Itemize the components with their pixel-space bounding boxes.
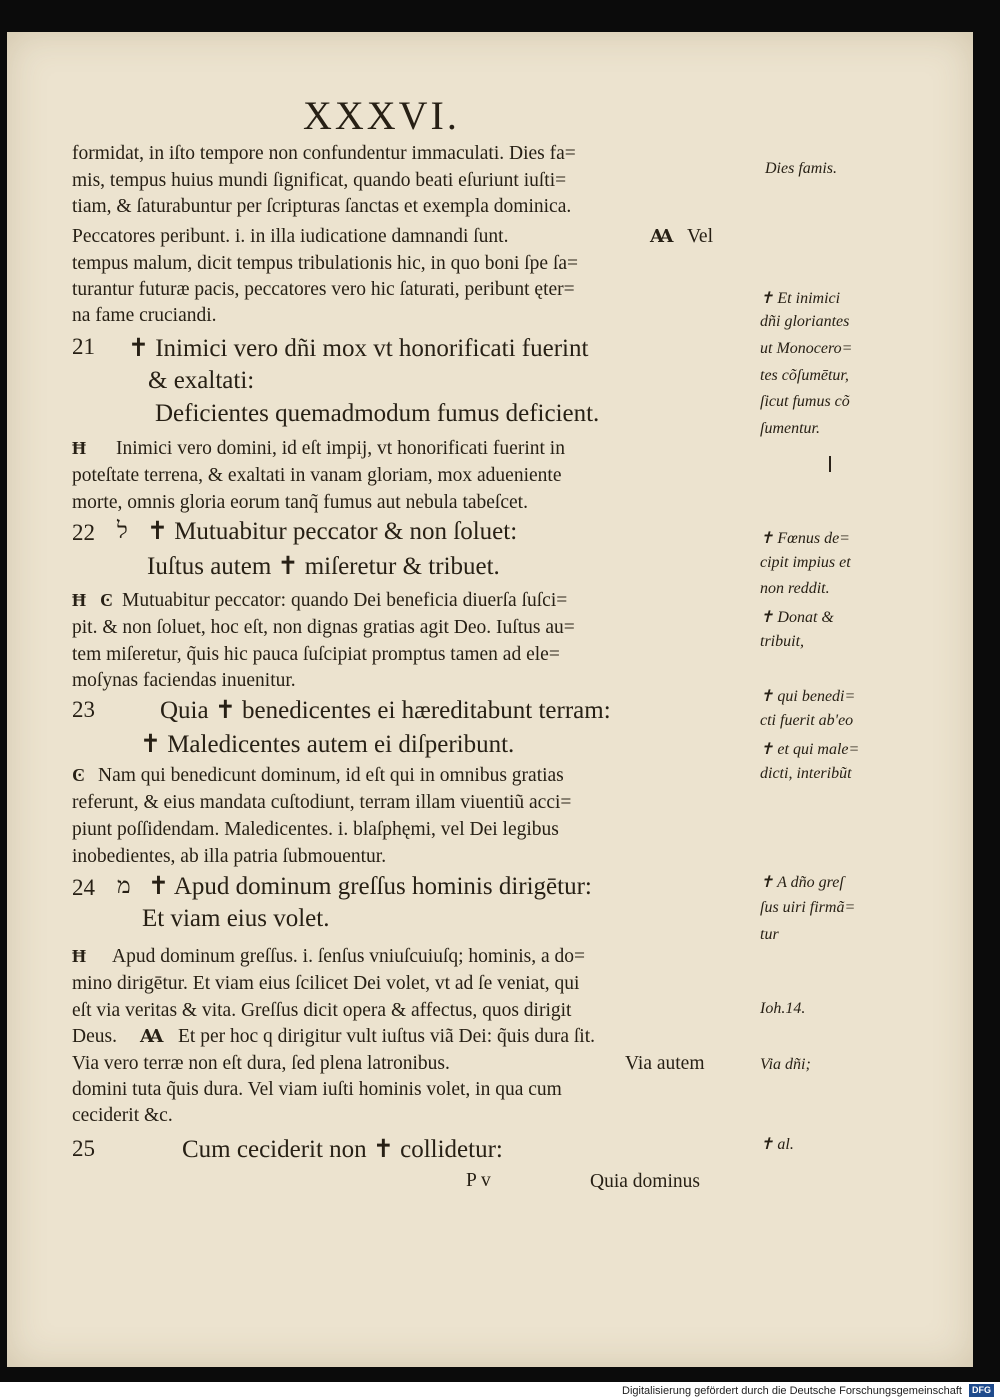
sidenote: ſicut fumus cõ: [760, 393, 850, 410]
body-line: mino dirigētur. Et viam eius ſcilicet Dei volet, vt ad ſe veniat, qui: [72, 973, 580, 994]
body-line: tiam, & ſaturabuntur per ſcripturas ſanctas et exempla dominica.: [72, 196, 572, 217]
verse-line: Cum ceciderit non ✝ collidetur:: [182, 1136, 503, 1163]
body-line: Via vero terræ non eſt dura, ſed plena latronibus.: [72, 1053, 450, 1074]
verse-number: 25: [72, 1136, 95, 1161]
body-line: eſt via veritas & vita. Greſſus dicit opera & affectus, quos dirigit: [72, 1000, 572, 1021]
sidenote: Via dñi;: [760, 1056, 811, 1073]
sidenote: tur: [760, 926, 779, 943]
body-line: piunt poſſidendam. Maledicentes. i. blaſphęmi, vel Dei legibus: [72, 819, 559, 840]
sidenote: ſus uiri firmã=: [760, 899, 856, 916]
verse-line: Deficientes quemadmodum fumus deficient.: [155, 400, 600, 427]
sidenote: ✝ A dño greſ: [760, 874, 844, 891]
body-line: poteſtate terrena, & exaltati in vanam gloriam, mox adueniente: [72, 465, 562, 486]
verse-line: ✝ Inimici vero dñi mox vt honorificati fuerint: [128, 335, 589, 362]
body-line: Mutuabitur peccator: quando Dei beneficia diuerſa ſuſci=: [122, 590, 568, 611]
body-line: morte, omnis gloria eorum tanq̃ fumus aut nebula tabeſcet.: [72, 492, 528, 513]
h-mark: Ħ: [72, 946, 87, 966]
sidenote: Dies famis.: [765, 160, 837, 177]
dfg-logo: DFG: [969, 1384, 994, 1397]
sidenote: cti fuerit ab'eo: [760, 712, 854, 729]
verse-line: Et viam eius volet.: [142, 905, 330, 932]
catchword: Quia dominus: [590, 1171, 700, 1192]
sidenote: ut Monocero=: [760, 340, 853, 357]
body-line: Inimici vero domini, id eſt impij, vt honorificati fuerint in: [116, 438, 565, 459]
sidenote: ✝ al.: [760, 1136, 794, 1153]
body-line: Et per hoc q dirigitur vult iuſtus viã Dei: q̃uis dura ſit.: [178, 1026, 596, 1047]
body-line: formidat, in iſto tempore non confundentur immaculati. Dies fa=: [72, 143, 576, 164]
body-line: pit. & non ſoluet, hoc eſt, non dignas gratias agit Deo. Iuſtus au=: [72, 617, 575, 638]
body-line: Deus.: [72, 1026, 117, 1047]
paragraph-mark: Ͼ: [100, 590, 113, 610]
footer-credit: Digitalisierung gefördert durch die Deutsche Forschungsgemeinschaft: [622, 1385, 962, 1397]
verse-line: & exaltati:: [148, 367, 255, 394]
body-line: na fame cruciandi.: [72, 305, 217, 326]
sidenote: tes cõſumētur,: [760, 367, 849, 384]
sidenote: ✝ Donat &: [760, 609, 834, 626]
body-line: Apud dominum greſſus. i. ſenſus vniuſcuiuſq; hominis, a do=: [112, 946, 586, 967]
sidenote: cipit impius et: [760, 554, 851, 571]
binding-mark: [829, 456, 831, 472]
sidenote: dñi gloriantes: [760, 313, 850, 330]
h-mark: Ħ: [72, 438, 87, 458]
hebrew-letter: מ: [117, 873, 131, 898]
sidenote: Ioh.14.: [760, 1000, 806, 1017]
sidenote: ✝ Et inimici: [760, 290, 841, 307]
verse-line: Quia ✝ benedicentes ei hæreditabunt terram:: [160, 697, 611, 724]
body-line: tempus malum, dicit tempus tribulationis hic, in quo boni ſpe ſa=: [72, 253, 579, 274]
body-line: inobedientes, ab illa patria ſubmouentur.: [72, 846, 387, 867]
body-line: domini tuta q̃uis dura. Vel viam iuſti hominis volet, in qua cum: [72, 1079, 562, 1100]
hebrew-letter: ל: [117, 518, 128, 543]
abbrev-a-mark: Ꜳ: [650, 226, 674, 246]
verse-number: 24: [72, 875, 95, 900]
page-heading: XXXVI.: [303, 93, 460, 138]
sidenote: non reddit.: [760, 580, 830, 597]
body-line: ceciderit &c.: [72, 1105, 173, 1126]
verse-number: 22: [72, 520, 95, 545]
sidenote: ✝ et qui male=: [760, 741, 860, 758]
body-line: referunt, & eius mandata cuſtodiunt, terram illam viuentiũ acci=: [72, 792, 572, 813]
sidenote: ſumentur.: [760, 420, 820, 437]
sidenote: ✝ qui benedi=: [760, 688, 856, 705]
verse-line: ✝ Maledicentes autem ei diſperibunt.: [140, 731, 515, 758]
verse-number: 23: [72, 697, 95, 722]
sidenote: ✝ Fœnus de=: [760, 530, 850, 547]
abbrev-a-mark: Ꜳ: [140, 1026, 164, 1046]
signature-mark: P v: [466, 1170, 491, 1191]
body-line: turantur futuræ pacis, peccatores vero hic ſaturati, peribunt ęter=: [72, 279, 575, 300]
sidenote: tribuit,: [760, 633, 805, 650]
footer-bar: [0, 1382, 1000, 1400]
body-line: moſynas faciendas inuenitur.: [72, 670, 296, 691]
body-line: tem miſeretur, q̃uis hic pauca ſuſcipiat promptus tamen ad ele=: [72, 644, 560, 665]
body-line: Nam qui benedicunt dominum, id eſt qui in omnibus gratias: [98, 765, 564, 786]
body-line: Via autem: [625, 1053, 705, 1074]
verse-number: 21: [72, 334, 95, 359]
body-line: mis, tempus huius mundi ſignificat, quando beati eſuriunt iuſti=: [72, 170, 567, 191]
body-line: Vel: [687, 226, 713, 247]
paragraph-mark: Ͼ: [72, 765, 85, 785]
verse-line: ✝ Mutuabitur peccator & non ſoluet:: [147, 518, 518, 545]
verse-line: Iuſtus autem ✝ miſeretur & tribuet.: [147, 553, 500, 580]
verse-line: ✝ Apud dominum greſſus hominis dirigētur:: [148, 873, 592, 900]
body-line: Peccatores peribunt. i. in illa iudicatione damnandi ſunt.: [72, 226, 509, 247]
sidenote: dicti, interibũt: [760, 765, 852, 782]
h-mark: Ħ: [72, 590, 87, 610]
